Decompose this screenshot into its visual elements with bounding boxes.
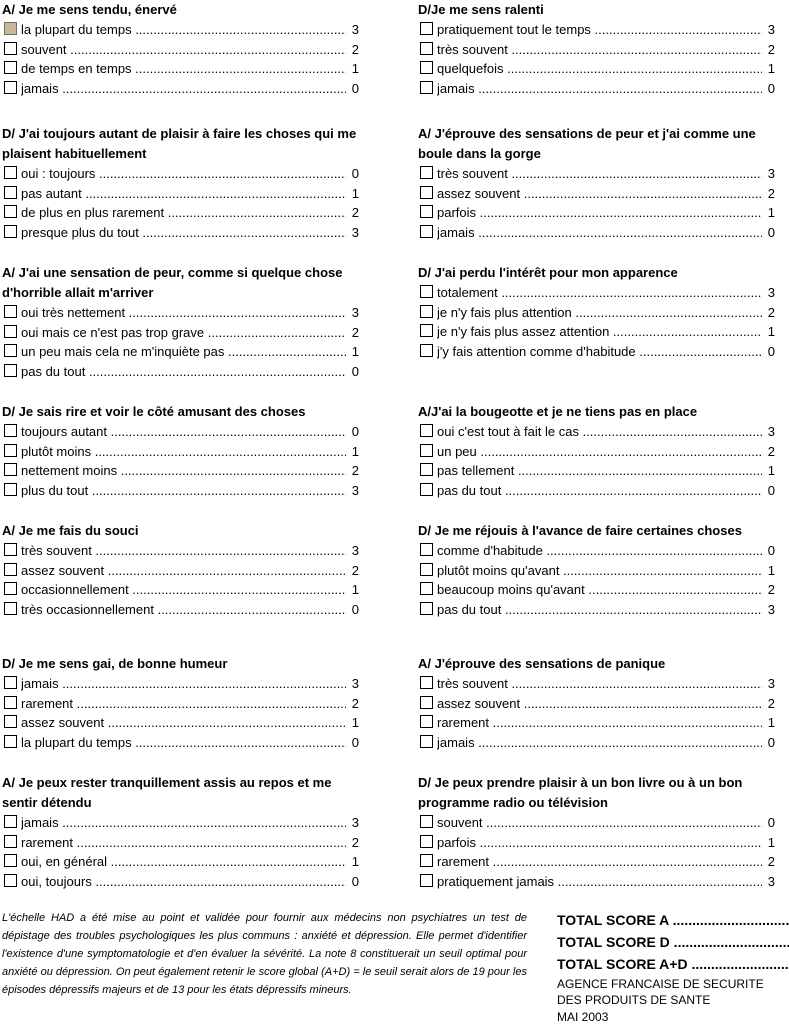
answer-score: 1 — [767, 205, 775, 221]
answer-checkbox[interactable] — [4, 61, 17, 74]
answer-checkbox[interactable] — [4, 424, 17, 437]
answer-option[interactable] — [418, 184, 776, 204]
question-title: D/ J'ai toujours autant de plaisir à faire les choses qui me plaisent habituellement — [2, 126, 357, 161]
answer-checkbox[interactable] — [420, 61, 433, 74]
answer-label: rarement ..... — [21, 694, 346, 714]
answer-option[interactable] — [2, 600, 360, 620]
answer-checkbox[interactable] — [4, 81, 17, 94]
answer-label: assez souvent ..... — [21, 561, 346, 581]
answer-checkbox[interactable] — [420, 205, 433, 218]
answer-label: oui mais ce n'est pas trop grave ..... — [21, 323, 346, 343]
answer-checkbox[interactable] — [420, 166, 433, 179]
answer-checkbox[interactable] — [420, 854, 433, 867]
answer-option[interactable] — [2, 461, 360, 481]
answer-option[interactable] — [2, 303, 360, 323]
answer-score: 3 — [767, 676, 775, 691]
answer-checkbox[interactable] — [420, 483, 433, 496]
answer-checkbox[interactable] — [420, 696, 433, 709]
answer-option[interactable] — [418, 59, 776, 79]
answer-option[interactable] — [2, 342, 360, 362]
answer-option[interactable] — [418, 561, 776, 581]
answer-checkbox[interactable] — [4, 186, 17, 199]
question-block — [2, 263, 360, 382]
answer-label: oui, en général ..... — [21, 852, 346, 872]
question-block — [418, 402, 776, 501]
answer-option[interactable] — [418, 674, 776, 694]
answer-option[interactable] — [418, 20, 776, 40]
answer-checkbox[interactable] — [420, 444, 433, 457]
question-title: D/ Je me sens gai, de bonne humeur — [2, 656, 228, 671]
answer-score: 1 — [767, 834, 775, 850]
answer-label: pas du tout ..... — [21, 362, 346, 382]
answer-score: 0 — [351, 364, 359, 380]
answer-score: 2 — [351, 695, 359, 711]
answer-option[interactable] — [2, 541, 360, 561]
answer-checkbox[interactable] — [420, 305, 433, 318]
answer-option[interactable] — [2, 694, 360, 714]
answer-checkbox[interactable] — [420, 344, 433, 357]
answer-checkbox[interactable] — [4, 715, 17, 728]
answer-option[interactable] — [2, 79, 360, 99]
answer-score: 2 — [767, 854, 775, 870]
answer-label: pratiquement tout le temps ..... — [437, 20, 762, 40]
answer-score: 3 — [767, 602, 775, 618]
answer-score: 3 — [351, 815, 359, 830]
question-block — [418, 0, 776, 99]
question-title: A/ J'ai une sensation de peur, comme si quelque chose d'horrible allait m'arriver — [2, 265, 343, 300]
answer-label: je n'y fais plus assez attention ..... — [437, 322, 762, 342]
answer-checkbox[interactable] — [4, 874, 17, 887]
answer-label: la plupart du temps ..... — [21, 733, 346, 753]
answer-checkbox[interactable] — [420, 715, 433, 728]
answer-checkbox[interactable] — [4, 676, 17, 689]
question-title: D/ Je me réjouis à l'avance de faire certaines choses — [418, 523, 742, 538]
answer-label: oui, toujours ..... — [21, 872, 346, 892]
answer-option[interactable] — [2, 713, 360, 733]
answer-score: 1 — [351, 582, 359, 598]
answer-checkbox[interactable] — [420, 835, 433, 848]
answer-checkbox[interactable] — [420, 602, 433, 615]
question-title: A/ J'éprouve des sensations de peur et j'ai comme une boule dans la gorge — [418, 126, 756, 161]
answer-option[interactable] — [2, 164, 360, 184]
question-title: D/Je me sens ralenti — [418, 2, 544, 17]
answer-option[interactable] — [2, 872, 360, 892]
answer-checkbox[interactable] — [4, 22, 17, 35]
answer-label: très souvent ..... — [21, 541, 346, 561]
answer-score: 1 — [351, 443, 359, 459]
answer-score: 2 — [767, 185, 775, 201]
total-score-a: TOTAL SCORE A ..... — [557, 909, 789, 931]
question-block — [418, 773, 776, 892]
answer-option[interactable] — [2, 852, 360, 872]
answer-score: 3 — [351, 483, 359, 499]
answer-checkbox[interactable] — [4, 815, 17, 828]
answer-option[interactable] — [418, 79, 776, 99]
answer-option[interactable] — [418, 283, 776, 303]
answer-label: souvent ..... — [21, 40, 346, 60]
answer-label: très souvent ..... — [437, 40, 762, 60]
answer-label: quelquefois ..... — [437, 59, 762, 79]
totals-block — [557, 909, 789, 1025]
answer-score: 1 — [767, 562, 775, 578]
answer-score: 1 — [351, 715, 359, 731]
answer-option[interactable] — [2, 580, 360, 600]
answer-option[interactable] — [2, 733, 360, 753]
scale-note: L'échelle HAD a été mise au point et validée pour fournir aux médecins non psychiatres un test de dépistage des troubles psychologiques les plus communs : anxiété et dépression. Elle permet d'identifier l'existence d'une symptomatologie et d'en évaluer la sévérité. La note 8 constituerait un seuil optimal pour anxiété ou dépression. On peut également retenir le score global (A+D) = le seuil serait alors de 19 pour les épisodes dépressifs majeurs et de 13 pour les états dépressifs mineurs. — [2, 912, 527, 996]
answer-checkbox[interactable] — [420, 463, 433, 476]
answer-checkbox[interactable] — [4, 543, 17, 556]
answer-option[interactable] — [418, 872, 776, 892]
answer-checkbox[interactable] — [4, 854, 17, 867]
answer-option[interactable] — [418, 442, 776, 462]
answer-option[interactable] — [418, 40, 776, 60]
answer-label: rarement ..... — [21, 833, 346, 853]
answer-score: 3 — [767, 424, 775, 439]
answer-option[interactable] — [2, 561, 360, 581]
answer-option[interactable] — [2, 223, 360, 243]
answer-option[interactable] — [418, 322, 776, 342]
answer-label: plutôt moins ..... — [21, 442, 346, 462]
question-title: A/ J'éprouve des sensations de panique — [418, 656, 666, 671]
answer-score: 2 — [767, 41, 775, 57]
answer-score: 1 — [767, 61, 775, 77]
answer-label: totalement ..... — [437, 283, 762, 303]
question-block — [418, 521, 776, 620]
answer-score: 3 — [767, 285, 775, 300]
answer-score: 2 — [351, 834, 359, 850]
answer-label: jamais ..... — [21, 79, 346, 99]
answer-score: 0 — [351, 874, 359, 890]
question-block — [2, 654, 360, 753]
answer-option[interactable] — [418, 713, 776, 733]
answer-label: pas autant ..... — [21, 184, 346, 204]
answer-checkbox[interactable] — [4, 166, 17, 179]
answer-score: 2 — [767, 443, 775, 459]
answer-score: 0 — [767, 225, 775, 241]
answer-score: 2 — [351, 41, 359, 57]
question-title: D/ J'ai perdu l'intérêt pour mon apparence — [418, 265, 678, 280]
answer-label: de plus en plus rarement ..... — [21, 203, 346, 223]
answer-score: 3 — [351, 22, 359, 37]
answer-option[interactable] — [418, 694, 776, 714]
answer-score: 2 — [351, 324, 359, 340]
agency-name: AGENCE FRANCAISE DE SECURITE DES PRODUITS DE SANTE — [557, 977, 764, 1007]
answer-score: 0 — [767, 543, 775, 558]
answer-score: 1 — [351, 344, 359, 360]
answer-checkbox[interactable] — [420, 815, 433, 828]
answer-score: 3 — [351, 676, 359, 691]
answer-score: 1 — [351, 854, 359, 870]
answer-label: assez souvent ..... — [21, 713, 346, 733]
answer-option[interactable] — [2, 481, 360, 501]
answer-label: beaucoup moins qu'avant ..... — [437, 580, 762, 600]
answer-score: 1 — [351, 61, 359, 77]
answer-checkbox[interactable] — [420, 22, 433, 35]
answer-option[interactable] — [418, 223, 776, 243]
answer-label: un peu ..... — [437, 442, 762, 462]
answer-checkbox[interactable] — [420, 186, 433, 199]
answer-score: 0 — [351, 735, 359, 751]
answer-checkbox[interactable] — [420, 81, 433, 94]
question-block — [2, 402, 360, 501]
answer-checkbox[interactable] — [4, 364, 17, 377]
answer-option[interactable] — [2, 59, 360, 79]
answer-option[interactable] — [2, 20, 360, 40]
answer-option[interactable] — [418, 852, 776, 872]
answer-label: oui : toujours ..... — [21, 164, 346, 184]
answer-label: pas du tout ..... — [437, 600, 762, 620]
answer-checkbox[interactable] — [420, 582, 433, 595]
total-score-d: TOTAL SCORE D ..... — [557, 931, 789, 953]
answer-label: pratiquement jamais ..... — [437, 872, 762, 892]
total-score-ad: TOTAL SCORE A+D ..... — [557, 953, 789, 975]
question-block — [2, 521, 360, 620]
answer-score: 2 — [351, 205, 359, 221]
answer-checkbox[interactable] — [4, 602, 17, 615]
answer-score: 1 — [767, 463, 775, 479]
answer-option[interactable] — [418, 461, 776, 481]
answer-score: 3 — [351, 543, 359, 558]
answer-checkbox[interactable] — [4, 205, 17, 218]
answer-label: pas tellement ..... — [437, 461, 762, 481]
answer-label: souvent ..... — [437, 813, 762, 833]
answer-checkbox[interactable] — [4, 344, 17, 357]
answer-option[interactable] — [2, 362, 360, 382]
answer-option[interactable] — [418, 481, 776, 501]
answer-label: parfois ..... — [437, 203, 762, 223]
answer-option[interactable] — [418, 733, 776, 753]
answer-score: 0 — [351, 166, 359, 181]
answer-checkbox[interactable] — [4, 563, 17, 576]
answer-label: jamais ..... — [437, 223, 762, 243]
answer-option[interactable] — [2, 422, 360, 442]
answer-score: 0 — [351, 81, 359, 97]
answer-label: la plupart du temps ..... — [21, 20, 346, 40]
answer-score: 1 — [767, 715, 775, 731]
answer-option[interactable] — [418, 813, 776, 833]
answer-checkbox[interactable] — [4, 582, 17, 595]
answer-score: 0 — [351, 424, 359, 439]
answer-checkbox[interactable] — [4, 835, 17, 848]
answer-label: oui très nettement ..... — [21, 303, 346, 323]
answer-label: rarement ..... — [437, 713, 762, 733]
answer-score: 2 — [767, 695, 775, 711]
answer-checkbox[interactable] — [420, 42, 433, 55]
question-block — [2, 773, 360, 892]
answer-score: 2 — [351, 463, 359, 479]
question-block — [418, 124, 776, 243]
answer-checkbox[interactable] — [4, 42, 17, 55]
question-title: A/ Je me sens tendu, énervé — [2, 2, 177, 17]
answer-score: 2 — [767, 582, 775, 598]
answer-label: plus du tout ..... — [21, 481, 346, 501]
answer-score: 3 — [351, 305, 359, 320]
answer-option[interactable] — [418, 342, 776, 362]
answer-label: un peu mais cela ne m'inquiète pas ..... — [21, 342, 346, 362]
answer-label: très souvent ..... — [437, 674, 762, 694]
answer-label: toujours autant ..... — [21, 422, 346, 442]
question-block — [2, 0, 360, 99]
answer-option[interactable] — [2, 442, 360, 462]
answer-label: jamais ..... — [21, 813, 346, 833]
question-title: D/ Je sais rire et voir le côté amusant des choses — [2, 404, 306, 419]
question-title: A/ Je me fais du souci — [2, 523, 139, 538]
answer-score: 2 — [351, 562, 359, 578]
answer-option[interactable] — [2, 833, 360, 853]
answer-label: je n'y fais plus attention ..... — [437, 303, 762, 323]
answer-label: rarement ..... — [437, 852, 762, 872]
answer-option[interactable] — [2, 203, 360, 223]
answer-checkbox[interactable] — [4, 444, 17, 457]
answer-checkbox[interactable] — [420, 285, 433, 298]
answer-label: jamais ..... — [437, 733, 762, 753]
answer-checkbox[interactable] — [4, 305, 17, 318]
answer-score: 0 — [767, 815, 775, 830]
answer-checkbox[interactable] — [420, 324, 433, 337]
answer-label: oui c'est tout à fait le cas ..... — [437, 422, 762, 442]
answer-option[interactable] — [2, 813, 360, 833]
answer-score: 2 — [767, 304, 775, 320]
answer-score: 0 — [767, 81, 775, 97]
answer-checkbox[interactable] — [420, 424, 433, 437]
answer-score: 3 — [767, 166, 775, 181]
answer-checkbox[interactable] — [4, 483, 17, 496]
answer-label: presque plus du tout ..... — [21, 223, 346, 243]
answer-score: 0 — [767, 483, 775, 499]
answer-label: pas du tout ..... — [437, 481, 762, 501]
answer-option[interactable] — [418, 422, 776, 442]
answer-option[interactable] — [2, 674, 360, 694]
answer-label: occasionnellement ..... — [21, 580, 346, 600]
answer-checkbox[interactable] — [4, 463, 17, 476]
answer-checkbox[interactable] — [420, 676, 433, 689]
answer-option[interactable] — [418, 833, 776, 853]
answer-checkbox[interactable] — [420, 543, 433, 556]
answer-label: assez souvent ..... — [437, 694, 762, 714]
question-title: D/ Je peux prendre plaisir à un bon livre ou à un bon programme radio ou télévision — [418, 775, 743, 810]
answer-label: jamais ..... — [21, 674, 346, 694]
answer-checkbox[interactable] — [420, 225, 433, 238]
question-block — [2, 124, 360, 243]
answer-option[interactable] — [418, 303, 776, 323]
answer-label: jamais ..... — [437, 79, 762, 99]
edition-date: MAI 2003 — [557, 1010, 609, 1024]
answer-checkbox[interactable] — [420, 874, 433, 887]
answer-option[interactable] — [418, 541, 776, 561]
answer-score: 0 — [767, 735, 775, 751]
answer-score: 3 — [351, 225, 359, 241]
answer-option[interactable] — [2, 184, 360, 204]
answer-label: parfois ..... — [437, 833, 762, 853]
question-title: A/ Je peux rester tranquillement assis au repos et me sentir détendu — [2, 775, 332, 810]
answer-score: 1 — [767, 324, 775, 340]
answer-option[interactable] — [418, 164, 776, 184]
answer-label: de temps en temps ..... — [21, 59, 346, 79]
answer-checkbox[interactable] — [4, 696, 17, 709]
answer-score: 0 — [767, 344, 775, 360]
answer-label: très occasionnellement ..... — [21, 600, 346, 620]
answer-option[interactable] — [418, 600, 776, 620]
answer-label: plutôt moins qu'avant ..... — [437, 561, 762, 581]
answer-checkbox[interactable] — [420, 563, 433, 576]
answer-checkbox[interactable] — [4, 325, 17, 338]
answer-option[interactable] — [418, 580, 776, 600]
question-title: A/J'ai la bougeotte et je ne tiens pas en place — [418, 404, 698, 419]
answer-score: 0 — [351, 602, 359, 618]
answer-option[interactable] — [2, 323, 360, 343]
answer-label: j'y fais attention comme d'habitude ..... — [437, 342, 762, 362]
answer-option[interactable] — [2, 40, 360, 60]
answer-label: très souvent ..... — [437, 164, 762, 184]
answer-label: assez souvent ..... — [437, 184, 762, 204]
question-block — [418, 263, 776, 362]
answer-checkbox[interactable] — [4, 735, 17, 748]
question-block — [418, 654, 776, 753]
answer-option[interactable] — [418, 203, 776, 223]
answer-checkbox[interactable] — [4, 225, 17, 238]
answer-score: 3 — [767, 22, 775, 37]
answer-score: 1 — [351, 185, 359, 201]
answer-label: nettement moins ..... — [21, 461, 346, 481]
answer-checkbox[interactable] — [420, 735, 433, 748]
answer-label: comme d'habitude ..... — [437, 541, 762, 561]
answer-score: 3 — [767, 874, 775, 890]
